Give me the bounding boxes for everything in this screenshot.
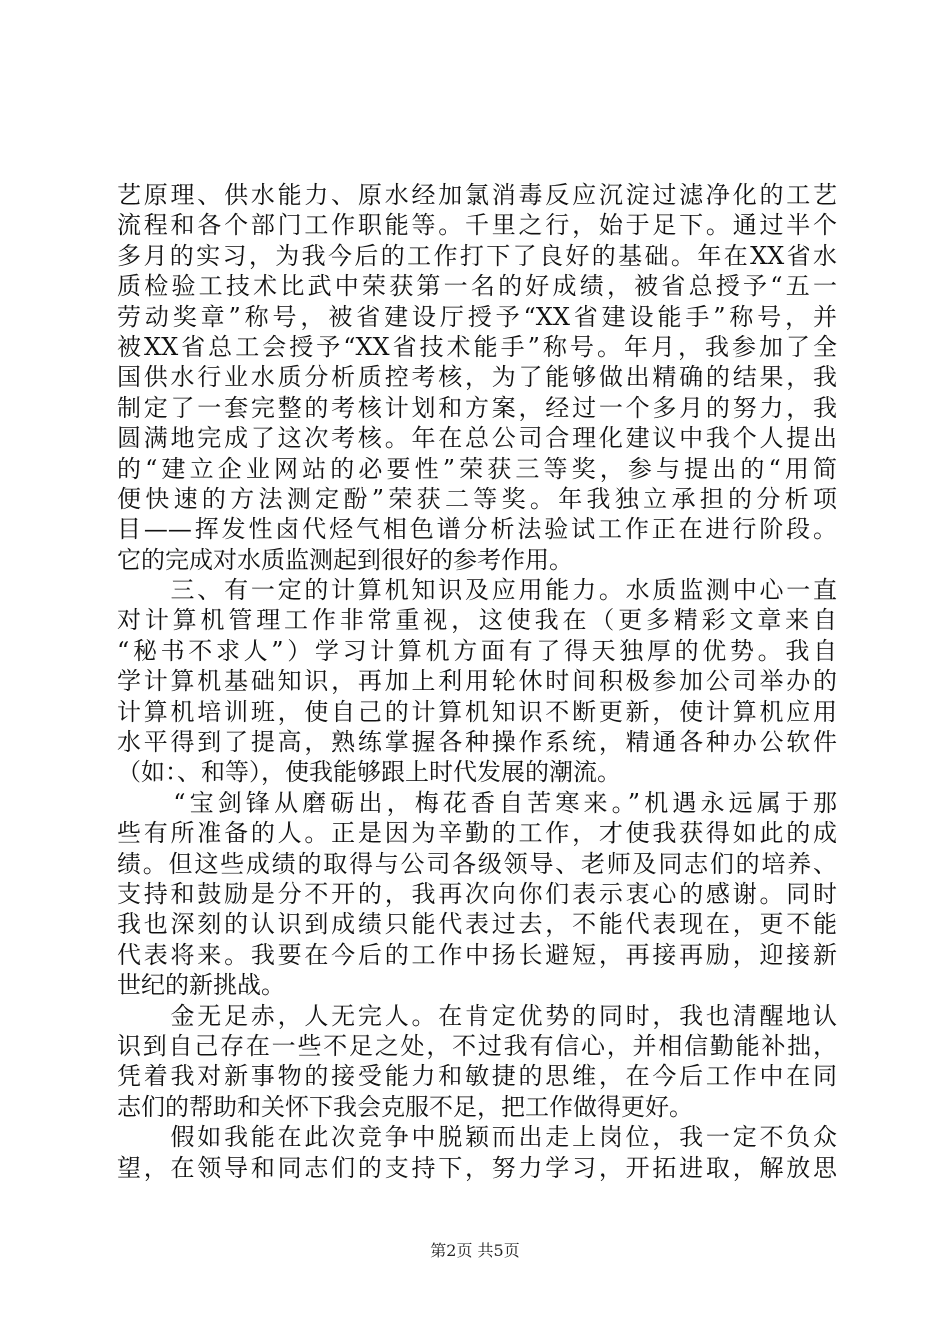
text-line: 计算机培训班，使自己的计算机知识不断更新，使计算机应用	[117, 697, 837, 726]
text-line: 流程和各个部门工作职能等。千里之行，始于足下。通过半个	[117, 211, 837, 240]
body-text	[117, 180, 837, 1183]
text-line: 艺原理、供水能力、原水经加氯消毒反应沉淀过滤净化的工艺	[117, 181, 837, 209]
text-line: 些有所准备的人。正是因为辛勤的工作，才使我获得如此的成	[117, 819, 837, 848]
text-line: 水平得到了提高，熟练掌握各种操作系统，精通各种办公软件	[117, 728, 837, 757]
text-line: 志们的帮助和关怀下我会克服不足，把工作做得更好。	[117, 1092, 693, 1121]
text-line: 圆满地完成了这次考核。年在总公司合理化建议中我个人提出	[117, 424, 837, 453]
text-line: 制定了一套完整的考核计划和方案，经过一个多月的努力，我	[117, 393, 837, 422]
text-line: 的“建立企业网站的必要性”荣获三等奖，参与提出的“用简	[117, 454, 837, 483]
text-line: 假如我能在此次竞争中脱颖而出走上岗位，我一定不负众	[117, 1123, 837, 1152]
text-line: （如：、和等），使我能够跟上时代发展的潮流。	[117, 758, 621, 787]
text-line: “宝剑锋从磨砺出，梅花香自苦寒来。”机遇永远属于那	[117, 788, 837, 817]
text-line: “秘书不求人”）学习计算机方面有了得天独厚的优势。我自	[117, 636, 837, 665]
text-line: 目——挥发性卤代烃气相色谱分析法验试工作正在进行阶段。	[117, 515, 837, 544]
text-line: 三、有一定的计算机知识及应用能力。水质监测中心一直	[117, 576, 837, 605]
text-line: 多月的实习，为我今后的工作打下了良好的基础。年在XX省水	[117, 241, 837, 270]
text-line: 我也深刻的认识到成绩只能代表过去，不能代表现在，更不能	[117, 910, 837, 939]
text-line: 金无足赤，人无完人。在肯定优势的同时，我也清醒地认	[117, 1001, 837, 1030]
text-line: 质检验工技术比武中荣获第一名的好成绩，被省总授予“五一	[117, 272, 837, 301]
text-line: 望，在领导和同志们的支持下，努力学习，开拓进取，解放思	[117, 1153, 837, 1182]
text-line: 凭着我对新事物的接受能力和敏捷的思维，在今后工作中在同	[117, 1062, 837, 1091]
text-line: 便快速的方法测定酚”荣获二等奖。年我独立承担的分析项	[117, 484, 837, 513]
text-line: 绩。但这些成绩的取得与公司各级领导、老师及同志们的培养、	[117, 849, 837, 878]
text-line: 代表将来。我要在今后的工作中扬长避短，再接再励，迎接新	[117, 940, 837, 969]
text-line: 它的完成对水质监测起到很好的参考作用。	[117, 545, 573, 574]
text-line: 识到自己存在一些不足之处，不过我有信心，并相信勤能补拙，	[117, 1031, 837, 1060]
text-line: 劳动奖章”称号，被省建设厅授予“XX省建设能手”称号，并	[117, 302, 837, 331]
text-line: 支持和鼓励是分不开的，我再次向你们表示衷心的感谢。同时	[117, 879, 837, 908]
text-line: 被XX省总工会授予“XX省技术能手”称号。年月，我参加了全	[117, 332, 837, 361]
page-number-footer: 第2页 共5页	[430, 1241, 520, 1260]
text-line: 学计算机基础知识，再加上利用轮休时间积极参加公司举办的	[117, 667, 837, 696]
text-line: 世纪的新挑战。	[117, 971, 285, 1000]
text-line: 对计算机管理工作非常重视，这使我在（更多精彩文章来自	[117, 606, 837, 635]
text-line: 国供水行业水质分析质控考核，为了能够做出精确的结果，我	[117, 363, 837, 392]
